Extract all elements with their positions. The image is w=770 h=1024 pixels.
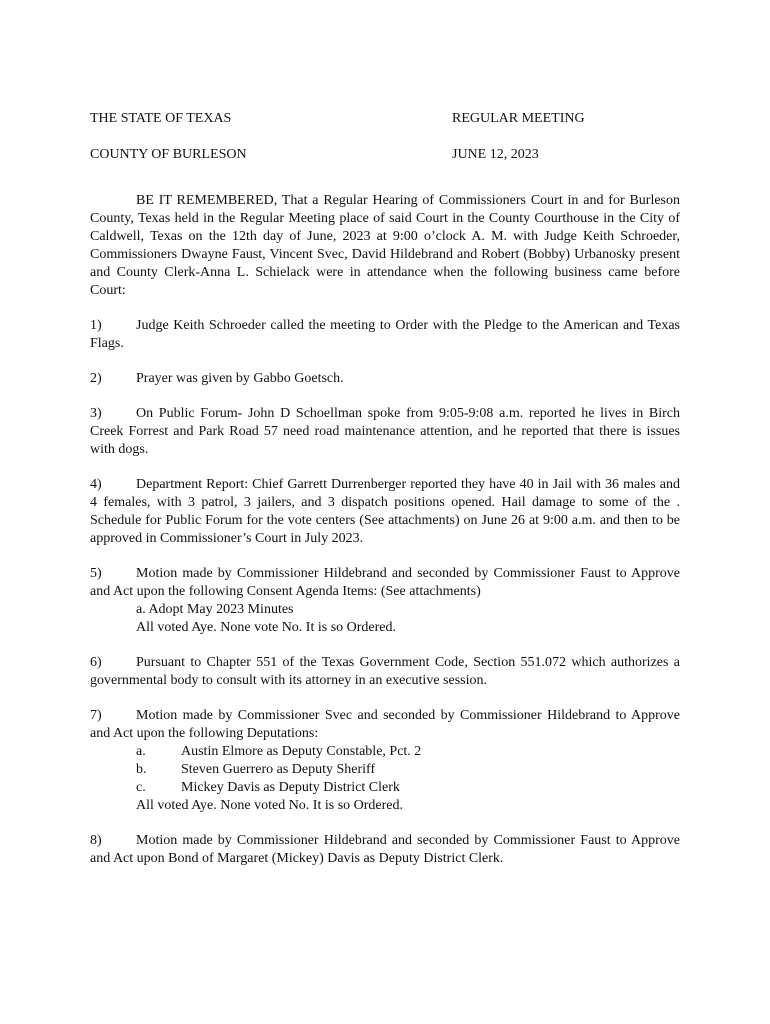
vote-result: All voted Aye. None vote No. It is so Ordered. [136, 620, 396, 635]
item-text: On Public Forum- John D Schoellman spoke from 9:05-9:08 a.m. reported he lives in Birch Creek Forrest and Park Road 57 need road maintenance attention, and he reported that there is issues with dogs. [90, 406, 680, 457]
deputation-text: Steven Guerrero as Deputy Sheriff [181, 762, 376, 777]
item-number: 1) [90, 318, 102, 333]
item-text: Motion made by Commissioner Svec and seconded by Commissioner Hildebrand to Approve and Act upon the following Deputations: [90, 708, 680, 741]
item-number: 7) [90, 708, 102, 723]
item-text: Pursuant to Chapter 551 of the Texas Government Code, Section 551.072 which authorizes a governmental body to consult with its attorney in an executive session. [90, 655, 680, 688]
deputation-text: Mickey Davis as Deputy District Clerk [181, 780, 400, 795]
item-number: 6) [90, 655, 102, 670]
document-page [90, 110, 680, 885]
item-7-main [90, 707, 680, 743]
item-number: 3) [90, 406, 102, 421]
deputation-letter: a. [136, 744, 146, 759]
item-5-main [90, 565, 680, 601]
deputation-item [90, 761, 680, 779]
agenda-item-5 [90, 565, 680, 637]
header-row-state [90, 110, 680, 128]
deputation-letter: c. [136, 780, 146, 795]
agenda-item-4 [90, 476, 680, 548]
agenda-item-1 [90, 317, 680, 353]
county-label: COUNTY OF BURLESON [90, 147, 247, 162]
item-text: Judge Keith Schroeder called the meeting to Order with the Pledge to the American and Texas Flags. [90, 318, 680, 351]
item-number: 2) [90, 371, 102, 386]
header-row-county [90, 146, 680, 164]
intro-paragraph: BE IT REMEMBERED, That a Regular Hearing of Commissioners Court in and for Burleson County, Texas held in the Regular Meeting place of said Court in the County Courthouse in the City of Caldwell, Texas on the 12th day of June, 2023 at 9:00 o’clock A. M. with Judge Keith Schroeder, Commissioners Dwayne Faust, Vincent Svec, David Hildebrand and Robert (Bobby) Urbanosky present and County Clerk-Anna L. Schielack were in attendance when the following business came before Court: [90, 193, 680, 298]
deputation-text: Austin Elmore as Deputy Constable, Pct. 2 [181, 744, 422, 759]
deputation-item [90, 743, 680, 761]
vote-result: All voted Aye. None voted No. It is so Ordered. [136, 798, 403, 813]
deputation-list [90, 743, 680, 797]
deputation-letter: b. [136, 762, 147, 777]
agenda-item-2 [90, 370, 680, 388]
item-text: Prayer was given by Gabbo Goetsch. [136, 371, 344, 386]
agenda-item-7 [90, 707, 680, 815]
meeting-date: JUNE 12, 2023 [452, 147, 539, 162]
item-text: Motion made by Commissioner Hildebrand and seconded by Commissioner Faust to Approve and Act upon the following Consent Agenda Items: (See attachments) [90, 566, 680, 599]
item-text: Department Report: Chief Garrett Durrenberger reported they have 40 in Jail with 36 males and 4 females, with 3 patrol, 3 jailers, and 3 dispatch positions opened. Hail damage to some of the . Schedule for Public Forum for the vote centers (See attachments) on June 26 at 9:00 a.m. and then to be approved in Commissioner’s Court in July 2023. [90, 477, 680, 546]
agenda-item-3 [90, 405, 680, 459]
state-label: THE STATE OF TEXAS [90, 111, 232, 126]
item-number: 8) [90, 833, 102, 848]
consent-item-a: a. Adopt May 2023 Minutes [136, 602, 294, 617]
meeting-type-label: REGULAR MEETING [452, 111, 585, 126]
item-number: 4) [90, 477, 102, 492]
agenda-item-8 [90, 832, 680, 868]
deputation-item [90, 779, 680, 797]
item-text: Motion made by Commissioner Hildebrand and seconded by Commissioner Faust to Approve and Act upon Bond of Margaret (Mickey) Davis as Deputy District Clerk. [90, 833, 680, 866]
agenda-item-6 [90, 654, 680, 690]
item-number: 5) [90, 566, 102, 581]
